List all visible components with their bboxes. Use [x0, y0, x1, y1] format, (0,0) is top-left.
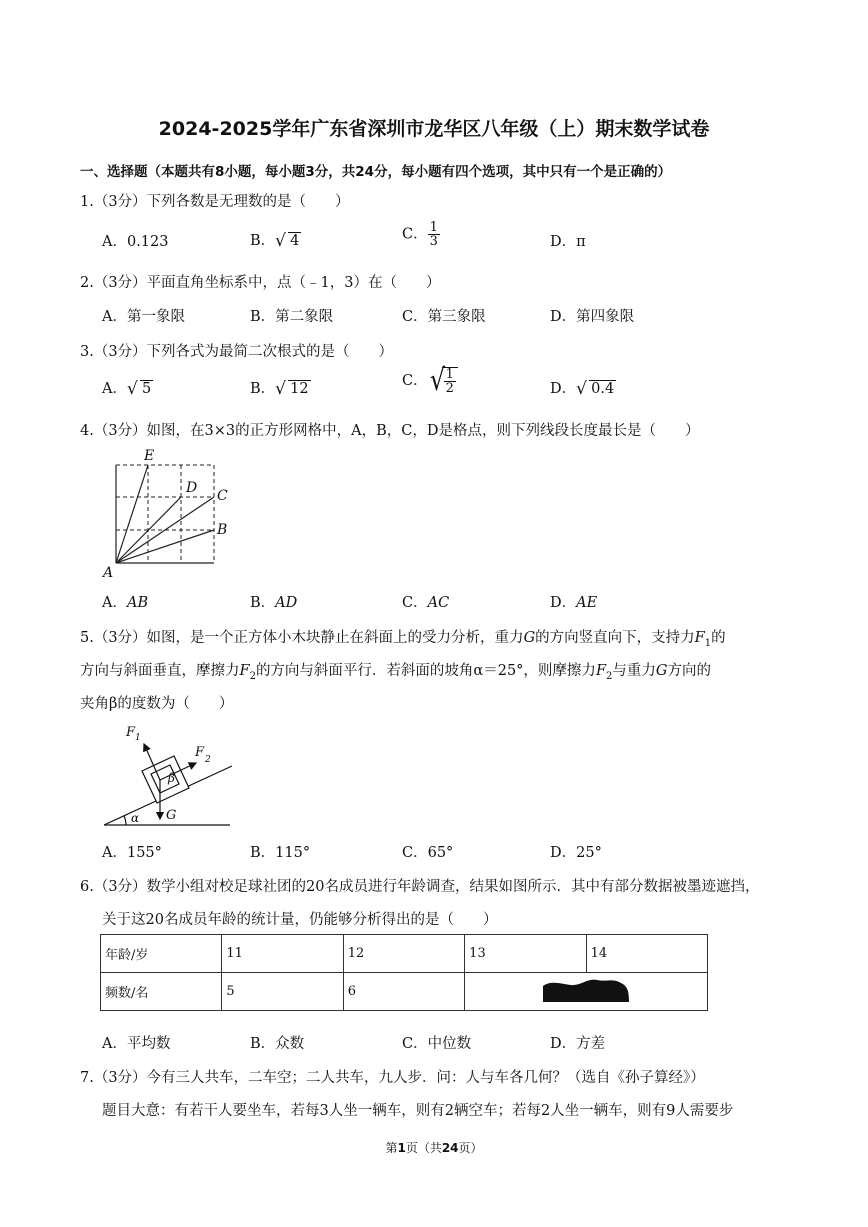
fraction-denominator: 3	[429, 234, 438, 249]
q3-option-c-label: C．	[402, 373, 428, 389]
fraction-numerator: 1	[429, 220, 438, 235]
question-6-line-2: 关于这20名成员年龄的统计量，仍能够分析得出的是（ ）	[102, 912, 498, 928]
table-cell: 6	[343, 973, 464, 1011]
q2-option-d: D．第四象限	[550, 309, 635, 325]
q5-text: 5.（3分）如图，是一个正方体小木块静止在斜面上的受力分析，重力	[80, 630, 524, 646]
q5-option-c: C．65°	[402, 845, 454, 861]
table-cell: 12	[343, 935, 464, 973]
force-label-g: G	[166, 808, 177, 823]
ink-blot-cell	[465, 973, 708, 1011]
q4-option-b-label: B．	[250, 595, 276, 611]
sqrt-icon: √ 0.4	[576, 379, 615, 399]
angle-label-beta: β	[168, 771, 175, 785]
q3-option-b-radicand: 12	[290, 381, 309, 397]
q1-option-c	[402, 221, 440, 248]
q4-option-d-value: AE	[576, 595, 598, 611]
exam-title: 2024-2025学年广东省深圳市龙华区八年级（上）期末数学试卷	[158, 118, 710, 140]
q3-option-c	[402, 363, 458, 398]
q6-option-a: A．平均数	[102, 1036, 171, 1052]
question-5-line-2	[80, 659, 711, 682]
question-6-line-1: 6.（3分）数学小组对校足球社团的20名成员进行年龄调查，结果如图所示．其中有部分数据被墨迹遮挡，	[80, 879, 760, 895]
page-number: 1	[397, 1141, 406, 1155]
q5-text: 方向与斜面垂直，摩擦力	[80, 663, 240, 679]
force-label-f2: F	[195, 745, 205, 760]
q5-text: 与重力	[612, 663, 656, 679]
table-row	[101, 973, 708, 1011]
grid-figure	[100, 445, 240, 580]
q1-option-a: A．0.123	[102, 234, 169, 250]
q2-option-c: C．第三象限	[402, 309, 486, 325]
fraction-numerator: 1	[445, 367, 454, 382]
table-row	[101, 935, 708, 973]
q1-option-b-radicand: 4	[290, 233, 300, 249]
question-4-stem: 4.（3分）如图，在3×3的正方形网格中，A，B，C，D是格点，则下列线段长度最长是（ ）	[80, 423, 700, 439]
sqrt-icon: √ 12	[275, 379, 309, 399]
question-3-stem: 3.（3分）下列各式为最简二次根式的是（ ）	[80, 344, 394, 360]
q1-option-d: D．π	[550, 234, 586, 250]
force-label-f1: F	[126, 725, 136, 740]
force-diagram	[100, 718, 240, 830]
q4-option-d-label: D．	[550, 595, 577, 611]
q5-symbol-g: G	[523, 630, 536, 646]
force-label-f2-sub: 2	[205, 755, 211, 765]
q4-option-a-value: AB	[126, 595, 149, 611]
q4-option-b	[250, 591, 297, 612]
point-label-d: D	[186, 480, 198, 496]
q5-subscript: 2	[249, 670, 256, 682]
q3-option-d	[550, 377, 616, 398]
q4-option-b-value: AD	[275, 595, 298, 611]
sqrt-icon: √ 5	[126, 379, 152, 399]
footer-text: 页（共	[405, 1141, 442, 1155]
question-5-line-3: 夹角β的度数为（ ）	[80, 696, 234, 712]
table-cell: 频数/名	[101, 973, 222, 1011]
fraction	[428, 221, 440, 248]
page-footer	[0, 1139, 868, 1156]
footer-text: 第	[385, 1141, 398, 1155]
q3-option-b	[250, 377, 311, 398]
q5-option-d: D．25°	[550, 845, 602, 861]
table-cell: 年龄/岁	[101, 935, 222, 973]
table-cell: 5	[222, 973, 343, 1011]
q4-option-c-value: AC	[427, 595, 450, 611]
q3-option-d-radicand: 0.4	[591, 381, 615, 397]
q4-option-c-label: C．	[402, 595, 428, 611]
q3-option-b-label: B．	[250, 381, 276, 397]
ink-blot	[541, 976, 631, 1004]
q5-symbol-f: F	[239, 663, 250, 679]
q1-option-b	[250, 229, 301, 250]
q5-text: 的方向竖直向下，支持力	[535, 630, 695, 646]
page-total: 24	[441, 1141, 459, 1155]
question-5-line-1	[80, 626, 726, 649]
question-7-line-1: 7.（3分）今有三人共车，二车空；二人共车，九人步．问：人与车各几何？（选自《孙子算经》）	[80, 1070, 705, 1086]
sqrt-icon: √ 4	[275, 231, 300, 251]
q5-text: 的方向与斜面平行．若斜面的坡角α＝25°，则摩擦力	[255, 663, 596, 679]
q6-option-b: B．众数	[250, 1036, 305, 1052]
q6-option-d: D．方差	[550, 1036, 606, 1052]
sqrt-icon: √ $\frac{1}{2}$	[428, 367, 458, 395]
q3-option-d-label: D．	[550, 381, 577, 397]
q5-subscript: 1	[704, 637, 712, 649]
age-frequency-table	[100, 934, 708, 1011]
force-label-f1-sub: 1	[135, 733, 141, 743]
point-label-e: E	[144, 448, 155, 464]
q6-option-c: C．中位数	[402, 1036, 472, 1052]
fraction-denominator: 2	[445, 381, 454, 396]
q3-option-a-radicand: 5	[141, 381, 152, 397]
question-2-stem: 2.（3分）平面直角坐标系中，点（﹣1，3）在（ ）	[80, 275, 441, 291]
table-cell: 13	[465, 935, 586, 973]
table-cell: 14	[586, 935, 707, 973]
q5-option-a: A．155°	[102, 845, 162, 861]
angle-label-alpha: α	[131, 811, 140, 825]
q5-symbol-f: F	[694, 630, 705, 646]
q5-text: 方向的	[667, 663, 711, 679]
point-label-a: A	[103, 565, 114, 580]
question-1-stem: 1.（3分）下列各数是无理数的是（ ）	[80, 194, 350, 210]
q5-option-b: B．115°	[250, 845, 311, 861]
question-7-line-2: 题目大意：有若干人要坐车，若每3人坐一辆车，则有2辆空车；若每2人坐一辆车，则有9人需要步	[102, 1103, 734, 1119]
q3-option-a	[102, 377, 153, 398]
q5-text: 的	[711, 630, 726, 646]
q4-option-c	[402, 591, 449, 612]
q3-option-a-label: A．	[102, 381, 127, 397]
q2-option-a: A．第一象限	[102, 309, 185, 325]
q4-option-a-label: A．	[102, 595, 127, 611]
q1-option-c-label: C．	[402, 226, 428, 243]
q4-option-a	[102, 591, 148, 612]
q5-subscript: 2	[606, 670, 613, 682]
q1-option-b-label: B．	[250, 233, 276, 249]
fraction	[444, 368, 456, 395]
point-label-b: B	[217, 522, 228, 538]
q5-symbol-f: F	[595, 663, 606, 679]
q4-option-d	[550, 591, 597, 612]
point-label-c: C	[217, 488, 228, 504]
q2-option-b: B．第二象限	[250, 309, 334, 325]
q5-symbol-g: G	[655, 663, 668, 679]
footer-text: 页）	[458, 1141, 483, 1155]
section-heading: 一、选择题（本题共有8小题，每小题3分，共24分，每小题有四个选项，其中只有一个是正确的）	[80, 164, 672, 180]
table-cell: 11	[222, 935, 343, 973]
